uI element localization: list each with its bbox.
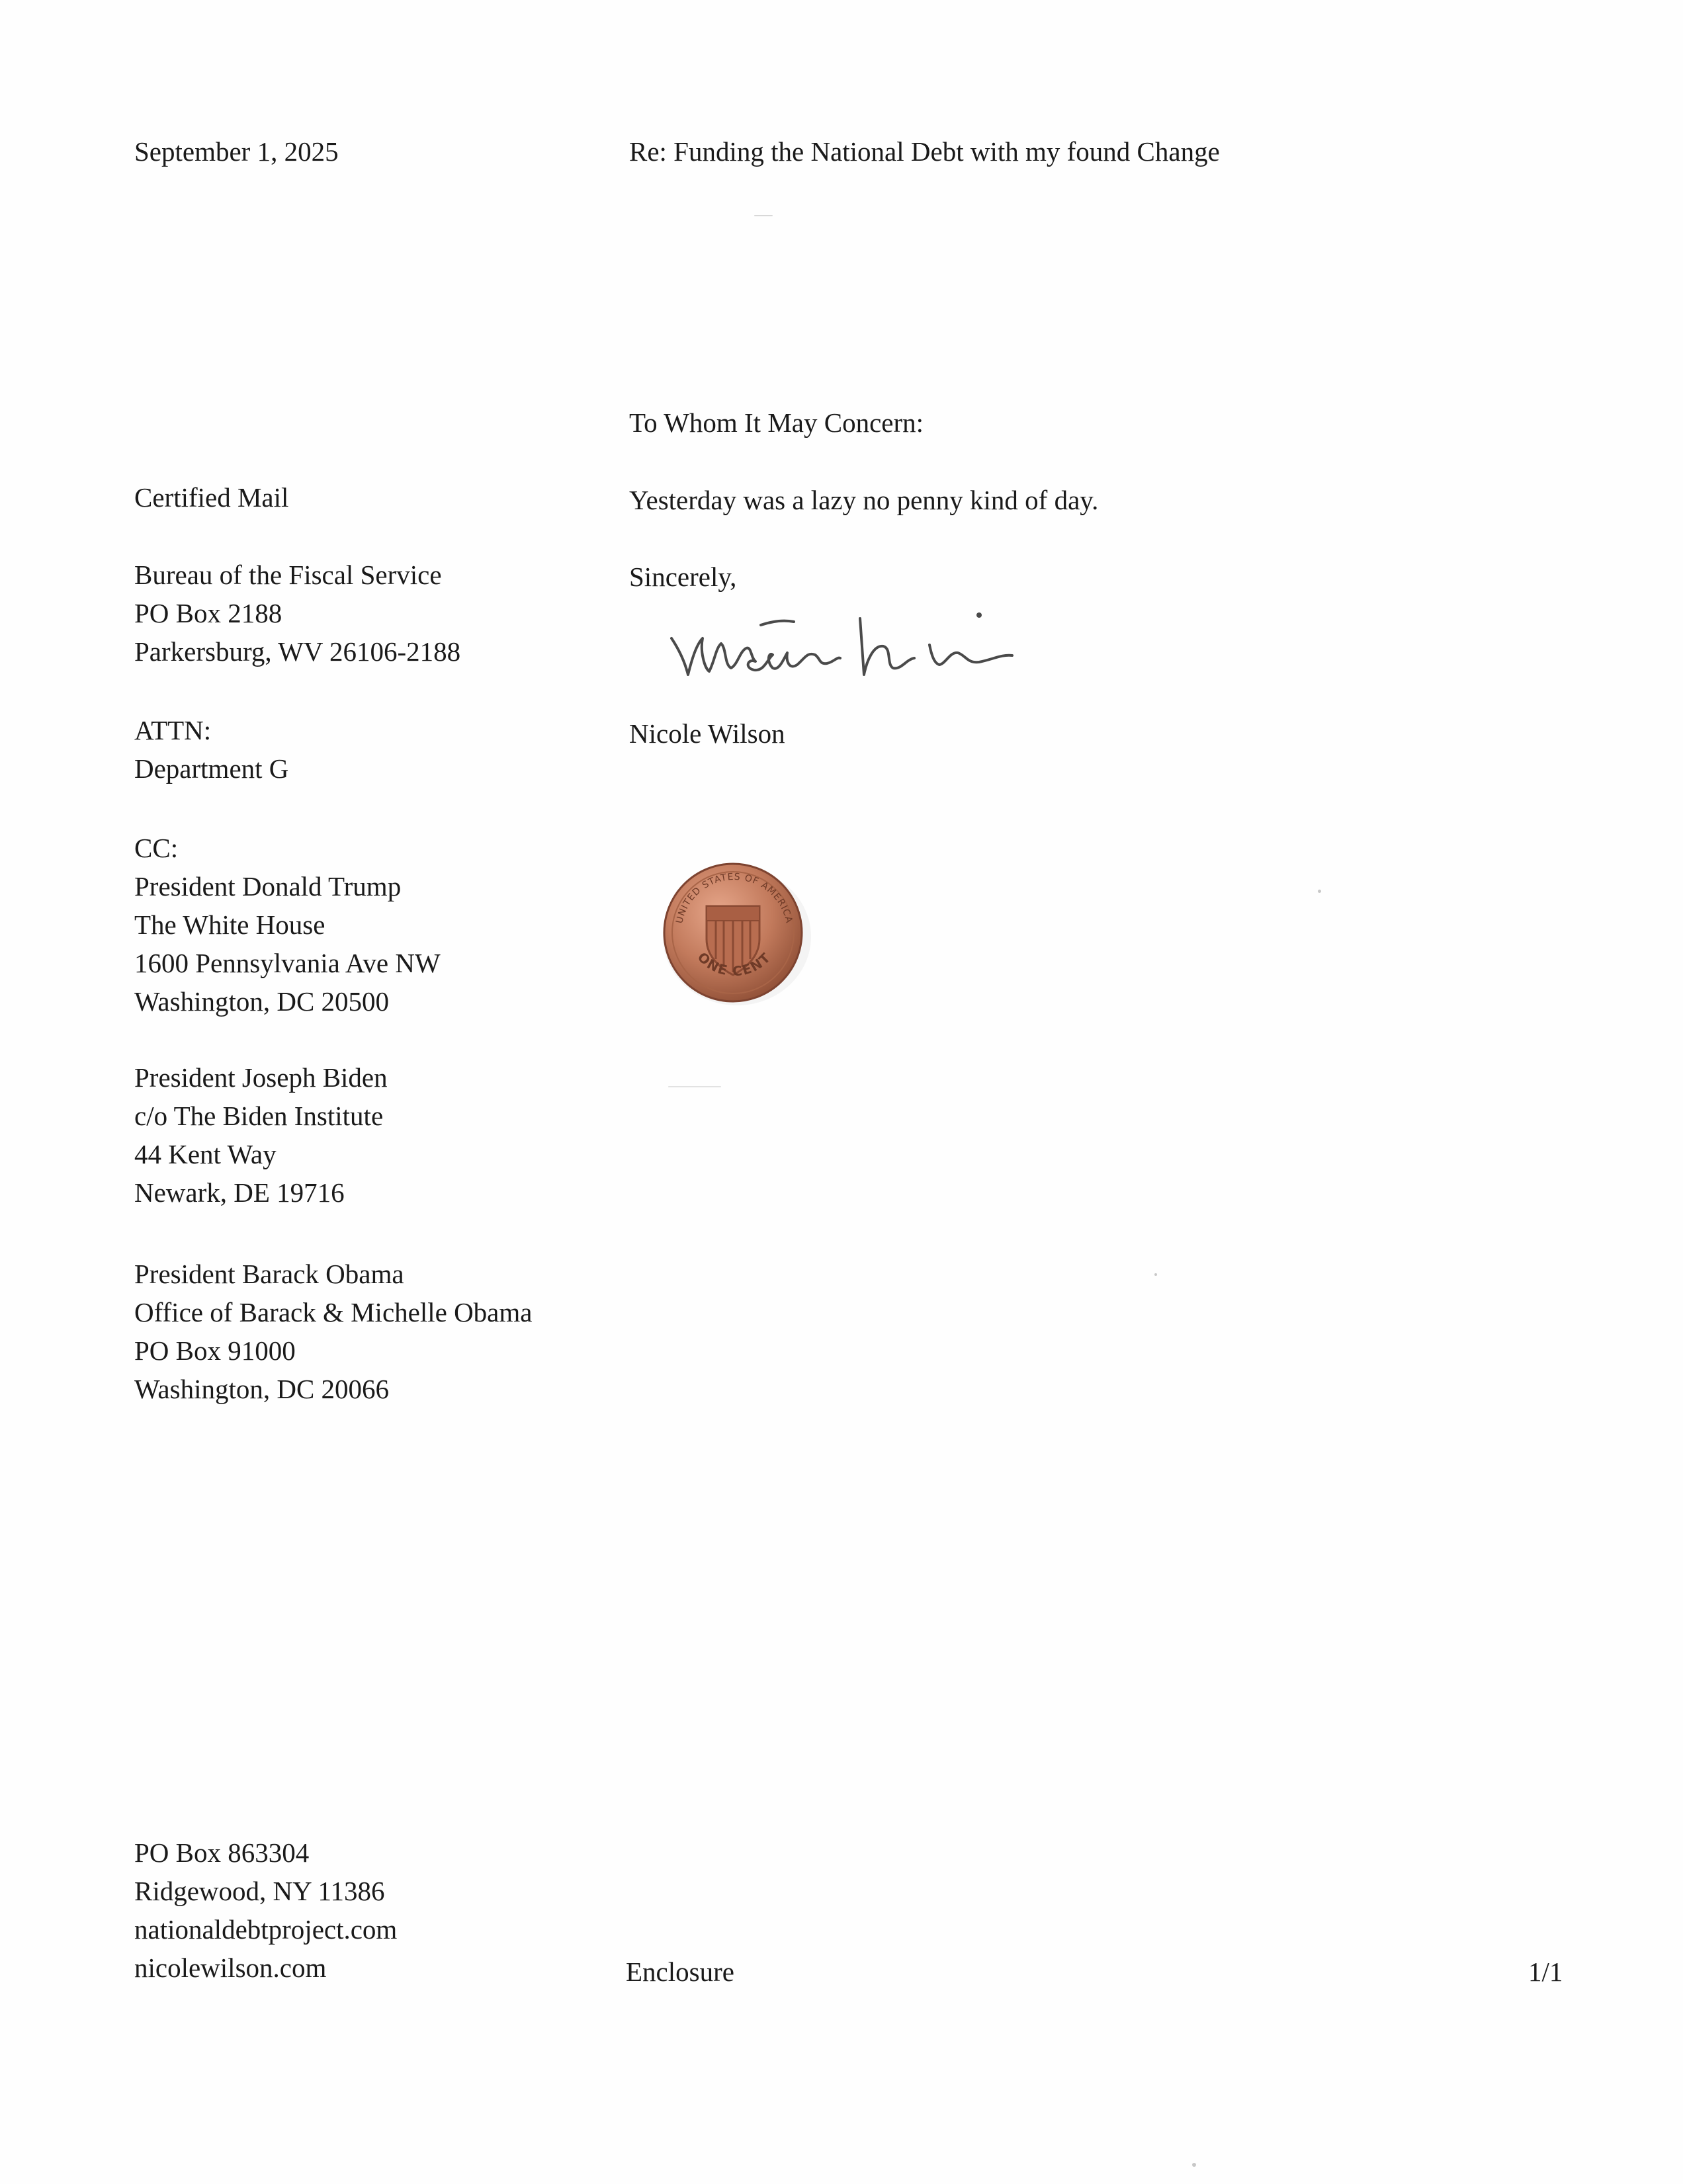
scan-speck — [1192, 2163, 1196, 2167]
sender-line: PO Box 863304 — [134, 1837, 310, 1868]
scan-speck — [754, 215, 773, 216]
cc-line: Newark, DE 19716 — [134, 1177, 345, 1208]
page-number: 1/1 — [1528, 1956, 1563, 1987]
scan-speck — [1318, 890, 1321, 893]
handwritten-signature — [668, 599, 1025, 698]
attn-label: ATTN: — [134, 715, 212, 745]
cc-line: Washington, DC 20066 — [134, 1374, 390, 1404]
recipient-line: PO Box 2188 — [134, 598, 282, 628]
cc-line: President Barack Obama — [134, 1259, 404, 1289]
scan-speck — [1154, 1273, 1157, 1276]
cc-line: 1600 Pennsylvania Ave NW — [134, 948, 441, 978]
cc-trump-address — [134, 829, 441, 1021]
cc-line: 44 Kent Way — [134, 1139, 277, 1169]
coin-text-top: UNITED STATES OF AMERICA — [674, 871, 795, 925]
enclosure-label: Enclosure — [626, 1956, 734, 1987]
cc-line: c/o The Biden Institute — [134, 1101, 384, 1131]
cc-obama-address — [134, 1255, 532, 1408]
cc-line: President Joseph Biden — [134, 1062, 388, 1093]
sender-website: nationaldebtproject.com — [134, 1914, 398, 1945]
coin-text-bottom: ONE CENT — [694, 948, 775, 980]
attn-department: Department G — [134, 753, 289, 784]
letter-date: September 1, 2025 — [134, 136, 339, 167]
sender-info — [134, 1833, 397, 1987]
sender-website: nicolewilson.com — [134, 1953, 327, 1983]
cc-line: PO Box 91000 — [134, 1335, 296, 1366]
scan-speck — [668, 1086, 721, 1087]
recipient-line: Bureau of the Fiscal Service — [134, 560, 442, 590]
signer-name: Nicole Wilson — [629, 718, 785, 749]
cc-line: President Donald Trump — [134, 871, 402, 902]
mailing-method: Certified Mail — [134, 482, 289, 513]
cc-label: CC: — [134, 833, 179, 863]
cc-biden-address — [134, 1058, 388, 1212]
recipient-line: Parkersburg, WV 26106-2188 — [134, 636, 461, 667]
cc-line: Office of Barack & Michelle Obama — [134, 1297, 533, 1327]
letter-body: Yesterday was a lazy no penny kind of day. — [629, 485, 1099, 515]
cc-line: Washington, DC 20500 — [134, 986, 390, 1017]
recipient-address — [134, 556, 460, 671]
salutation: To Whom It May Concern: — [629, 407, 924, 438]
sender-line: Ridgewood, NY 11386 — [134, 1876, 385, 1906]
closing: Sincerely, — [629, 562, 737, 592]
penny-coin-icon — [655, 853, 814, 1012]
letter-subject: Re: Funding the National Debt with my found Change — [629, 136, 1220, 167]
attention-block — [134, 711, 288, 788]
cc-line: The White House — [134, 909, 325, 940]
